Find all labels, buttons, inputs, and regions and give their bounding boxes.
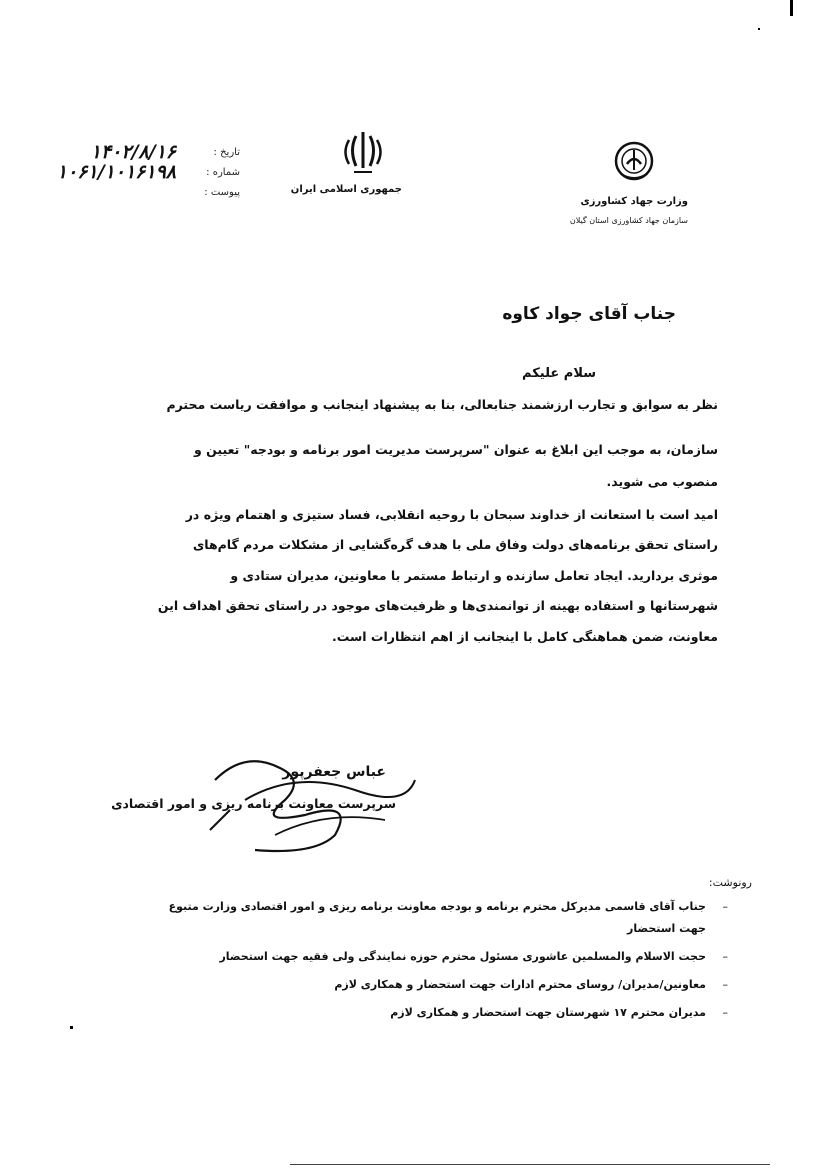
recipient-title: جناب آقای جواد کاوه bbox=[502, 304, 676, 324]
greeting: سلام علیکم bbox=[522, 366, 596, 381]
body-line: راستای تحقق برنامه‌های دولت وفاق ملی با هدف گره‌گشایی از مشکلات مردم گام‌های bbox=[192, 537, 718, 552]
body-line: منصوب می شوید. bbox=[606, 474, 718, 489]
scan-bottom-line bbox=[290, 1164, 770, 1165]
letter-meta bbox=[30, 138, 240, 202]
body-line: معاونت، ضمن هماهنگی کامل با اینجانب از اهم انتظارات است. bbox=[332, 628, 718, 644]
body-line: شهرستانها و استفاده بهینه از توانمندی‌ها و ظرفیت‌های موجود در راستای تحقق اهداف این bbox=[157, 598, 718, 613]
body-line: نظر به سوابق و تجارب ارزشمند جنابعالی، بنا به پیشنهاد اینجانب و موافقت ریاست محترم bbox=[166, 397, 718, 412]
date-row bbox=[30, 142, 240, 162]
cc-list bbox=[86, 896, 728, 1024]
cc-item-text: جهت استحضار bbox=[627, 922, 706, 935]
republic-logo bbox=[290, 128, 408, 208]
body-line: سازمان، به موجب این ابلاغ به عنوان "سرپرست مدیریت امور برنامه و بودجه" تعیین و bbox=[194, 441, 718, 457]
cc-item bbox=[86, 946, 728, 968]
scan-dot-left bbox=[70, 1026, 73, 1029]
body-line: امید است با استعانت از خداوند سبحان با روحیه انقلابی، فساد ستیزی و اهتمام ویژه در bbox=[185, 506, 718, 522]
cc-item bbox=[86, 974, 728, 996]
ministry-org: سازمان جهاد کشاورزی استان گیلان bbox=[569, 216, 688, 225]
number-value: ۱۰۶۱/۱۰۱۶۱۹۸ bbox=[56, 161, 176, 183]
signer-title: سرپرست معاونت برنامه ریزی و امور اقتصادی bbox=[111, 796, 396, 811]
attachment-row bbox=[30, 182, 240, 202]
cc-label: رونوشت: bbox=[708, 876, 752, 889]
attachment-label: پیوست : bbox=[204, 186, 240, 198]
ministry-name: وزارت جهاد کشاورزی bbox=[580, 196, 688, 207]
number-label: شماره : bbox=[206, 166, 240, 178]
dash-bullet: – bbox=[722, 900, 728, 913]
date-value: ۱۴۰۲/۸/۱۶ bbox=[90, 141, 176, 163]
scan-mark-top bbox=[790, 0, 793, 16]
body-line: موثری بردارید. ایجاد تعامل سازنده و ارتباط مستمر با معاونین، مدیران ستادی و bbox=[230, 567, 718, 583]
letter-body bbox=[118, 392, 718, 650]
ministry-logo bbox=[569, 140, 700, 240]
dash-bullet: – bbox=[722, 1006, 728, 1019]
scan-dot-top bbox=[758, 28, 760, 30]
dash-bullet: – bbox=[722, 978, 728, 991]
cc-item bbox=[86, 896, 728, 918]
cc-item-text: معاونین/مدیران/ روسای محترم ادارات جهت استحضار و همکاری لازم bbox=[334, 978, 706, 991]
dash-bullet: – bbox=[722, 950, 728, 963]
cc-item-text: حجت الاسلام والمسلمین عاشوری مسئول محترم حوزه نمایندگی ولی فقیه جهت استحضار bbox=[219, 950, 706, 963]
cc-item-text: جناب آقای قاسمی مدیرکل محترم برنامه و بودجه معاونت برنامه ریزی و امور اقتصادی وزارت متبوع bbox=[168, 900, 706, 913]
date-label: تاریخ : bbox=[213, 146, 240, 158]
cc-item bbox=[86, 1002, 728, 1024]
iran-emblem-icon bbox=[340, 128, 386, 178]
cc-item-continuation bbox=[86, 918, 706, 940]
cc-item-text: مدیران محترم ۱۷ شهرستان جهت استحضار و همکاری لازم bbox=[390, 1006, 706, 1019]
signer-name: عباس جعفرپور bbox=[282, 764, 386, 780]
jihad-emblem-icon bbox=[613, 140, 655, 182]
republic-caption: جمهوری اسلامی ایران bbox=[290, 184, 402, 195]
number-row bbox=[30, 162, 240, 182]
